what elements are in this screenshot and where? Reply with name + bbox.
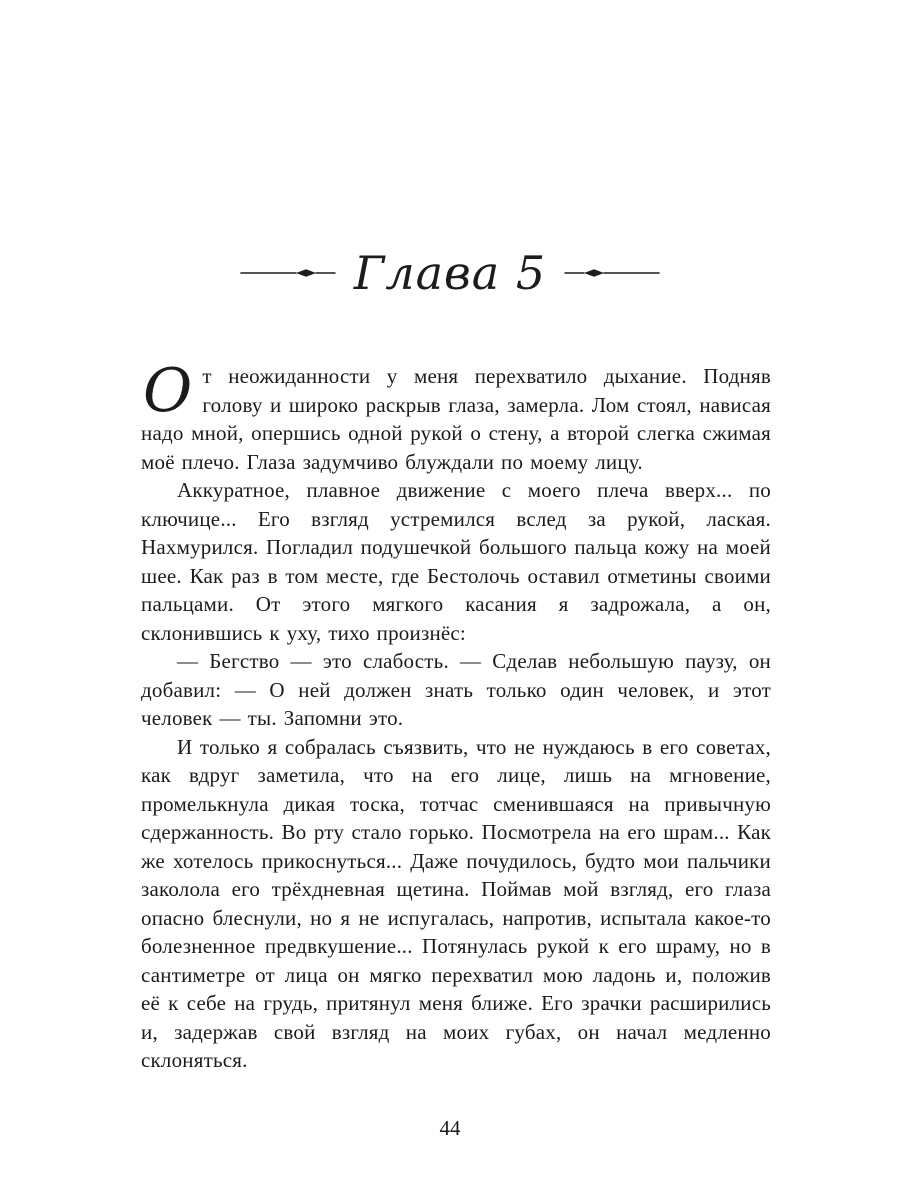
paragraph-text: т неожиданности у меня перехватило дыхание. Подняв голову и широко раскрыв глаза, замерла. Лом стоял, нависая надо мной, опершись одной рукой о стену, а второй слегка сжимая моё плечо. Глаза задумчиво блуждали по моему лицу. bbox=[141, 364, 771, 474]
drop-cap: О bbox=[143, 356, 193, 426]
heading-flourish-right-icon bbox=[564, 266, 660, 280]
paragraph-first bbox=[141, 356, 771, 476]
body-text bbox=[141, 356, 771, 1075]
paragraph-dialogue: — Бегство — это слабость. — Сделав небольшую паузу, он добавил: — О ней должен знать только один человек, и этот человек — ты. Запомни это. bbox=[141, 649, 771, 730]
paragraph: Аккуратное, плавное движение с моего плеча вверх... по ключице... Его взгляд устремился вслед за рукой, лаская. Нахмурился. Погладил подушечкой большого пальца кожу на моей шее. Как раз в том месте, где Бестолочь оставил отметины своими пальцами. От этого мягкого касания я задрожала, а он, склонившись к уху, тихо произнёс: bbox=[141, 478, 771, 645]
paragraph: И только я собралась съязвить, что не нуждаюсь в его советах, как вдруг заметила, что на его лице, лишь на мгновение, промелькнула дикая тоска, тотчас сменившаяся на привычную сдержанность. Во рту стало горько. Посмотрела на его шрам... Как же хотелось прикоснуться... Даже почудилось, будто мои пальчики заколола его трёхдневная щетина. Поймав мой взгляд, его глаза опасно блеснули, но я не испугалась, напротив, испытала какое-то болезненное предвкушение... Потянулась рукой к его шраму, но в сантиметре от лица он мягко перехватил мою ладонь и, положив её к себе на грудь, притянул меня ближе. Его зрачки расширились и, задержав свой взгляд на моих губах, он начал медленно склоняться. bbox=[141, 734, 771, 1072]
page-number: 44 bbox=[439, 1116, 461, 1140]
chapter-title: Глава 5 bbox=[353, 246, 547, 300]
heading-flourish-left-icon bbox=[240, 266, 336, 280]
chapter-heading bbox=[0, 246, 900, 300]
